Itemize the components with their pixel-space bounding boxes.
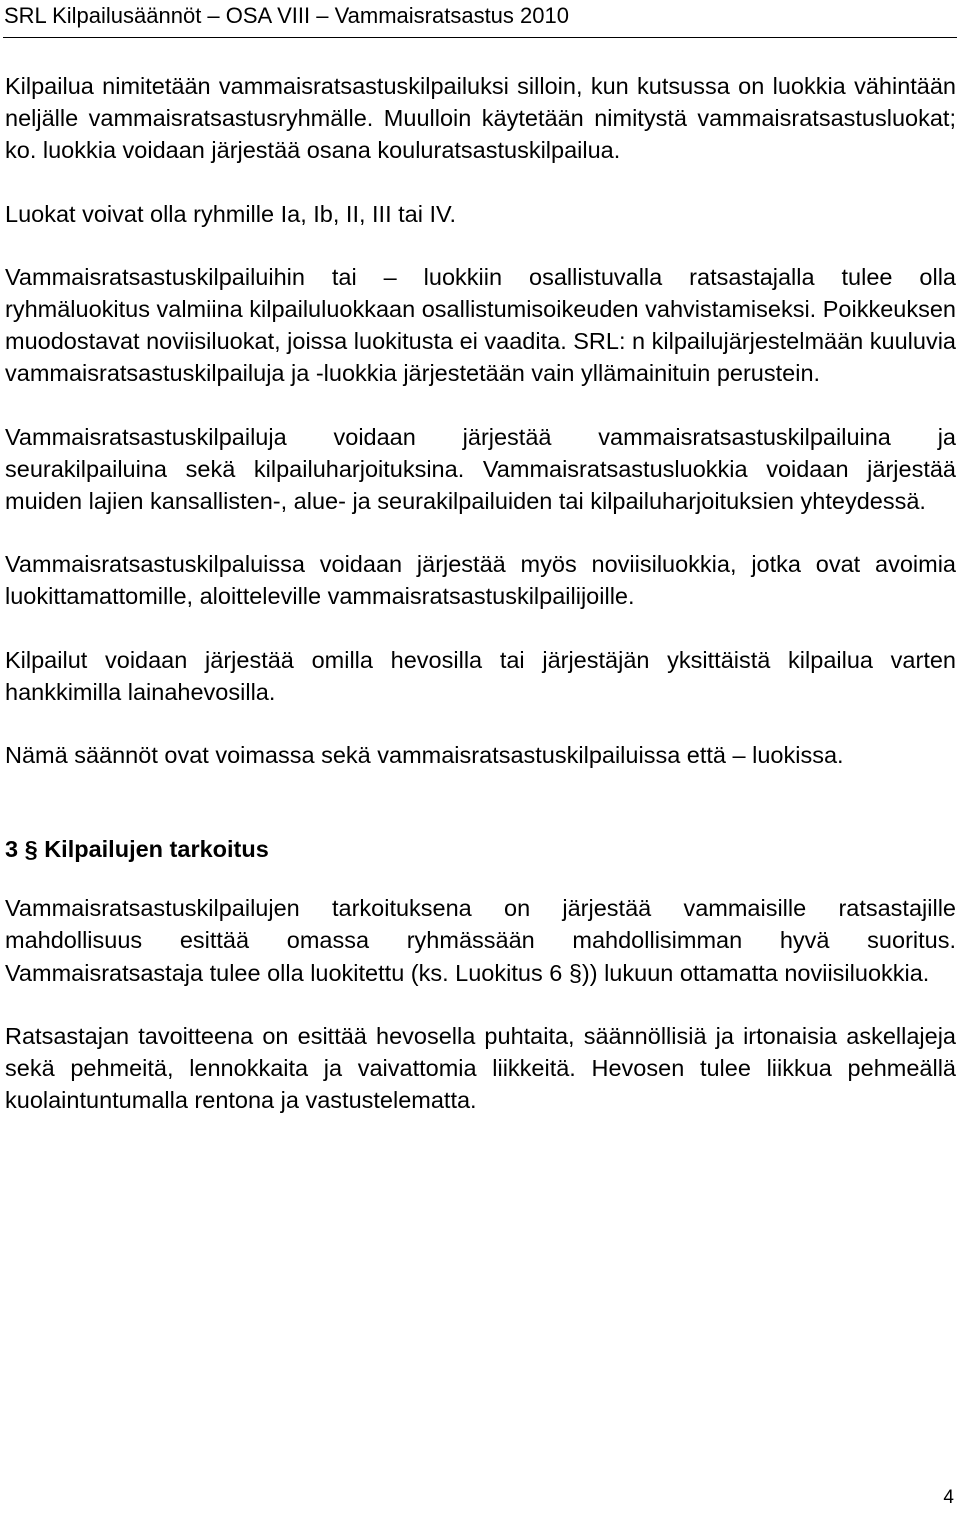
paragraph-novice-classes: Vammaisratsastuskilpaluissa voidaan järjestää myös noviisiluokkia, jotka ovat avoimia luokittamattomille, aloitteleville vammaisratsastuskilpailijoille.: [5, 551, 956, 610]
paragraph-rider-goal: Ratsastajan tavoitteena on esittää hevosella puhtaita, säännöllisiä ja irtonaisia askellajeja sekä pehmeitä, lennokkaita ja vaivattomia liikkeitä. Hevosen tulee liikkua pehmeällä kuolaintuntumalla rentona ja vastustelematta.: [5, 1022, 956, 1114]
paragraph-purpose: Vammaisratsastuskilpailujen tarkoituksena on järjestää vammaisille ratsastajille mahdollisuus esittää omassa ryhmässään mahdollisimman hyvä suoritus. Vammaisratsastaja tulee olla luokitettu (ks. Luokitus 6 §)) lukuun ottamatta noviisiluokkia.: [5, 895, 956, 986]
running-header: SRL Kilpailusäännöt – OSA VIII – Vammaisratsastus 2010: [4, 3, 569, 28]
section-heading: 3 § Kilpailujen tarkoitus: [5, 836, 269, 863]
header-rule: [3, 37, 957, 38]
paragraph-rules-validity: Nämä säännöt ovat voimassa sekä vammaisratsastuskilpailuissa että – luokissa.: [5, 742, 844, 769]
paragraph-class-groups: Luokat voivat olla ryhmille Ia, Ib, II, III tai IV.: [5, 200, 457, 227]
paragraph-competition-types: Vammaisratsastuskilpailuja voidaan järjestää vammaisratsastuskilpailuina ja seurakilpailuina sekä kilpailuharjoituksina. Vammaisratsastusluokkia voidaan järjestää muiden lajien kansallisten-, alue- ja seurakilpailuiden tai kilpailuharjoituksien yhteydessä.: [5, 423, 956, 515]
page-number: 4: [943, 1487, 954, 1508]
paragraph-competition-naming: Kilpailua nimitetään vammaisratsastuskilpailuksi silloin, kun kutsussa on luokkia vähintään neljälle vammaisratsastusryhmälle. Muulloin käytetään nimitystä vammaisratsastusluokat; ko. luokkia voidaan järjestää osana kouluratsastuskilpailua.: [5, 73, 956, 164]
paragraph-horses: Kilpailut voidaan järjestää omilla hevosilla tai järjestäjän yksittäistä kilpailua varten hankkimilla lainahevosilla.: [5, 646, 956, 705]
document-body: [5, 70, 956, 1147]
paragraph-classification-requirement: Vammaisratsastuskilpailuihin tai – luokkiin osallistuvalla ratsastajalla tulee olla ryhmäluokitus valmiina kilpailuluokkaan osallistumisoikeuden vahvistamiseksi. Poikkeuksen muodostavat noviisiluokat, joissa luokitusta ei vaadita. SRL: n kilpailujärjestelmään kuuluvia vammaisratsastuskilpailuja ja -luokkia järjestetään vain yllämainituin perustein.: [5, 263, 956, 387]
